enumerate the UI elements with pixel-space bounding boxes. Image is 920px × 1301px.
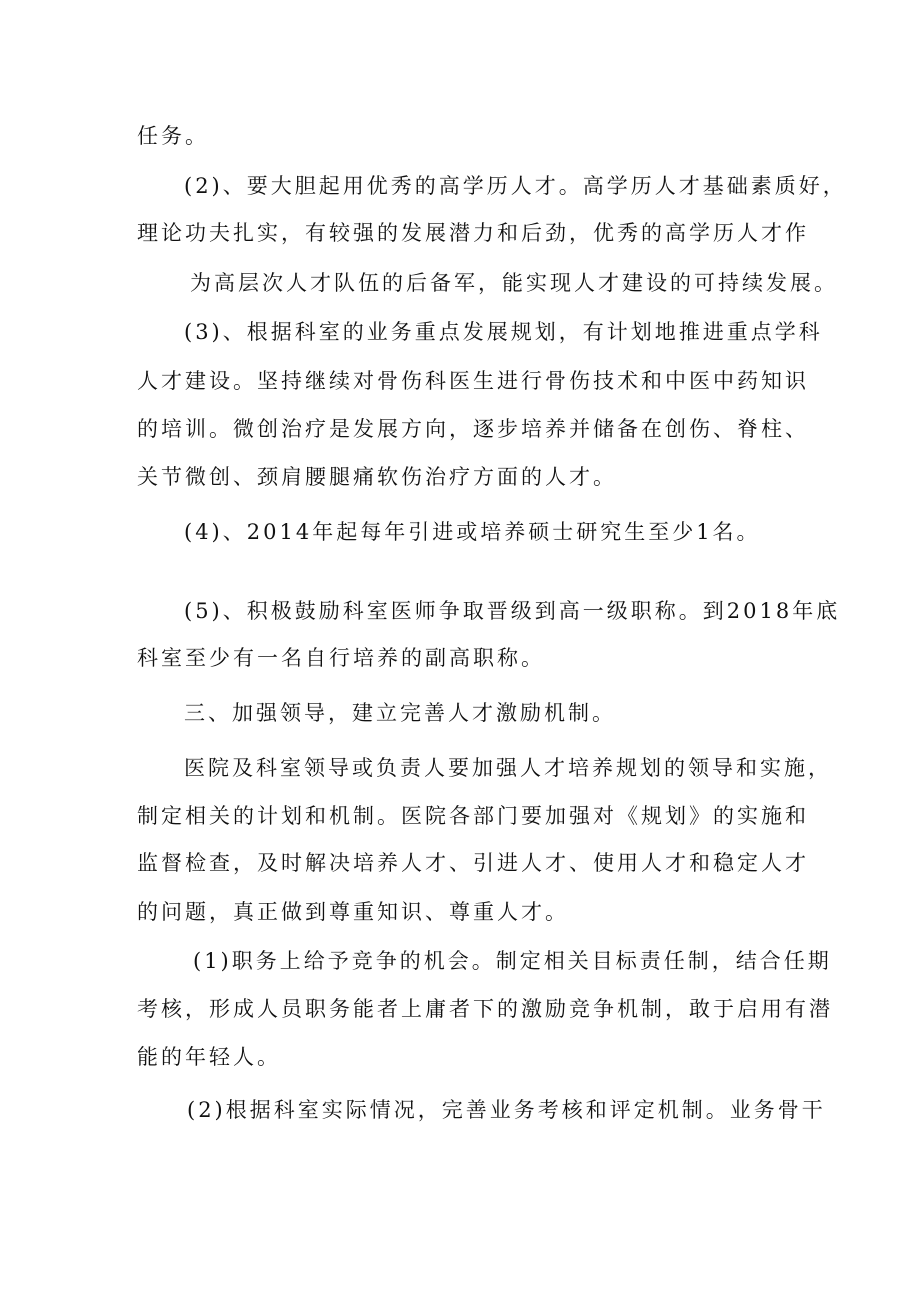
text-line: 的问题，真正做到尊重知识、尊重人才。 <box>137 900 569 924</box>
text-line: (1)职务上给予竞争的机会。制定相关目标责任制，结合任期 <box>193 949 832 973</box>
text-line: 为高层次人才队伍的后备军，能实现人才建设的可持续发展。 <box>190 271 838 295</box>
text-line: 监督检查，及时解决培养人才、引进人才、使用人才和稳定人才 <box>137 851 809 875</box>
text-line: 任务。 <box>137 124 209 148</box>
text-line: 科室至少有一名自行培养的副高职称。 <box>137 646 545 670</box>
text-line: (2)、要大胆起用优秀的高学历人才。高学历人才基础素质好， <box>184 174 847 198</box>
text-line: 能的年轻人。 <box>137 1045 281 1069</box>
text-line: 的培训。微创治疗是发展方向，逐步培养并储备在创伤、脊柱、 <box>137 417 809 441</box>
text-line: (4)、2014年起每年引进或培养硕士研究生至少1名。 <box>184 520 761 544</box>
text-line: 关节微创、颈肩腰腿痛软伤治疗方面的人才。 <box>137 465 617 489</box>
section-heading: 三、加强领导，建立完善人才激励机制。 <box>184 701 616 725</box>
text-line: 考核，形成人员职务能者上庸者下的激励竞争机制，敢于启用有潜 <box>137 997 833 1021</box>
text-line: (3)、根据科室的业务重点发展规划，有计划地推进重点学科 <box>184 320 823 344</box>
text-line: 医院及科室领导或负责人要加强人才培养规划的领导和实施， <box>184 756 832 780</box>
text-line: 人才建设。坚持继续对骨伤科医生进行骨伤技术和中医中药知识 <box>137 369 809 393</box>
text-line: 理论功夫扎实，有较强的发展潜力和后劲，优秀的高学历人才作 <box>137 221 809 245</box>
text-line: (2)根据科室实际情况，完善业务考核和评定机制。业务骨干 <box>187 1098 826 1122</box>
text-line: (5)、积极鼓励科室医师争取晋级到高一级职称。到2018年底 <box>184 599 841 623</box>
text-line: 制定相关的计划和机制。医院各部门要加强对《规划》的实施和 <box>137 804 809 828</box>
